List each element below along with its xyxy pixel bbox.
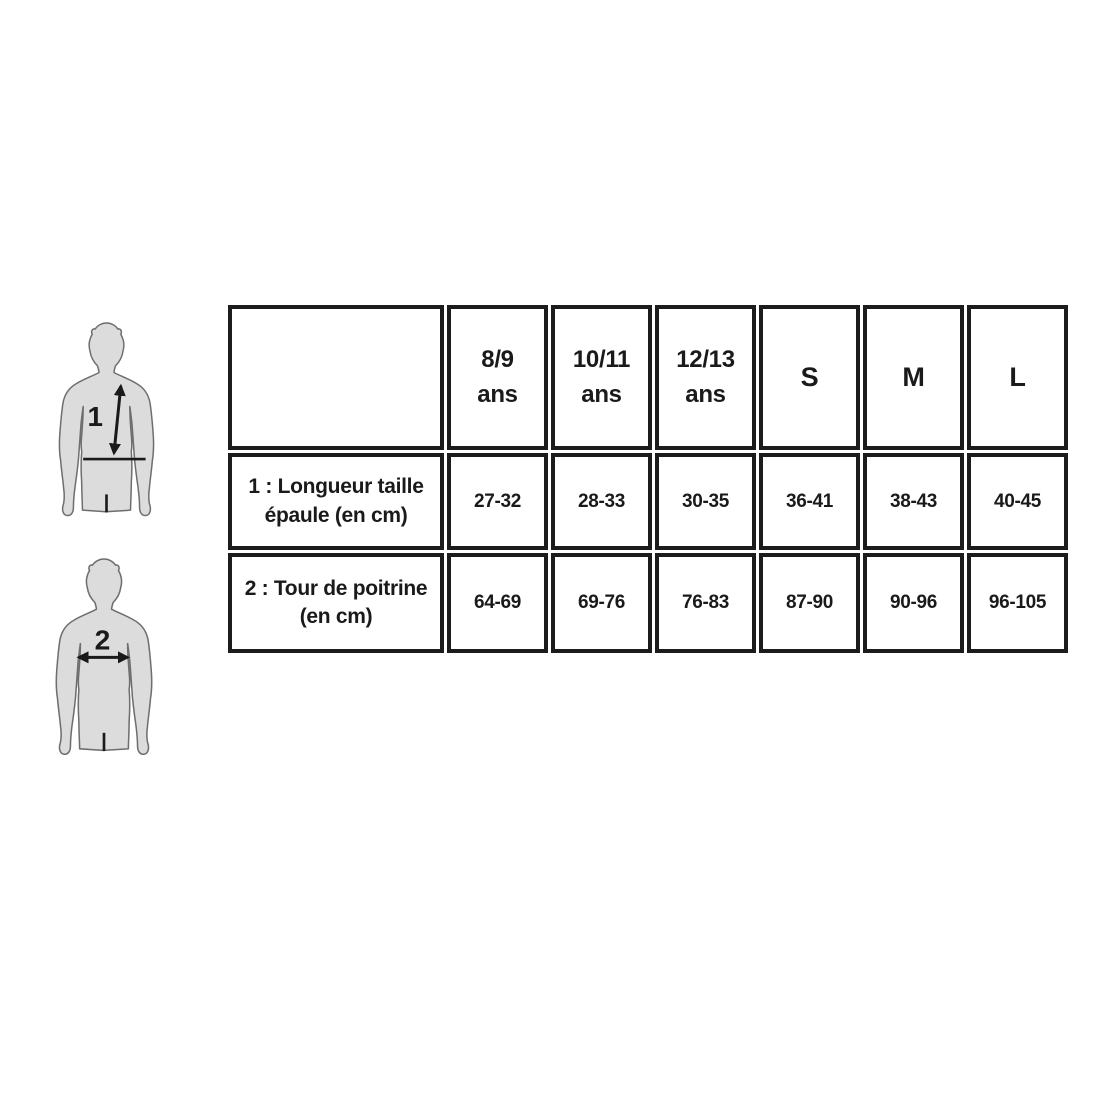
cell-value: 90-96 (863, 553, 964, 653)
column-header-12-13-ans: 12/13 ans (655, 305, 756, 450)
figure-label-1: 1 (87, 400, 103, 432)
body-silhouette-chest-width-arrow (46, 556, 162, 777)
cell-value: 69-76 (551, 553, 652, 653)
column-header-s: S (759, 305, 860, 450)
table-row-shoulder-length (228, 453, 1068, 550)
figure-label-2: 2 (94, 623, 111, 656)
cell-value: 87-90 (759, 553, 860, 653)
cell-value: 38-43 (863, 453, 964, 550)
figure-measurement-1 (50, 320, 163, 538)
size-table (225, 302, 1071, 656)
cell-value: 36-41 (759, 453, 860, 550)
size-table-header-row (228, 305, 1068, 450)
cell-value: 27-32 (447, 453, 548, 550)
cell-value: 30-35 (655, 453, 756, 550)
cell-value: 28-33 (551, 453, 652, 550)
figure-measurement-2 (46, 556, 162, 777)
column-header-8-9-ans: 8/9 ans (447, 305, 548, 450)
column-header-10-11-ans: 10/11 ans (551, 305, 652, 450)
row-label-longueur-taille-epaule: 1 : Longueur taille épaule (en cm) (228, 453, 444, 550)
body-silhouette-shoulder-to-waist-arrow (50, 320, 163, 538)
row-label-tour-de-poitrine: 2 : Tour de poitrine (en cm) (228, 553, 444, 653)
cell-value: 76-83 (655, 553, 756, 653)
cell-value: 40-45 (967, 453, 1068, 550)
column-header-m: M (863, 305, 964, 450)
cell-value: 96-105 (967, 553, 1068, 653)
table-corner-blank (228, 305, 444, 450)
table-row-chest-size (228, 553, 1068, 653)
column-header-l: L (967, 305, 1068, 450)
body-outline (59, 323, 153, 516)
cell-value: 64-69 (447, 553, 548, 653)
